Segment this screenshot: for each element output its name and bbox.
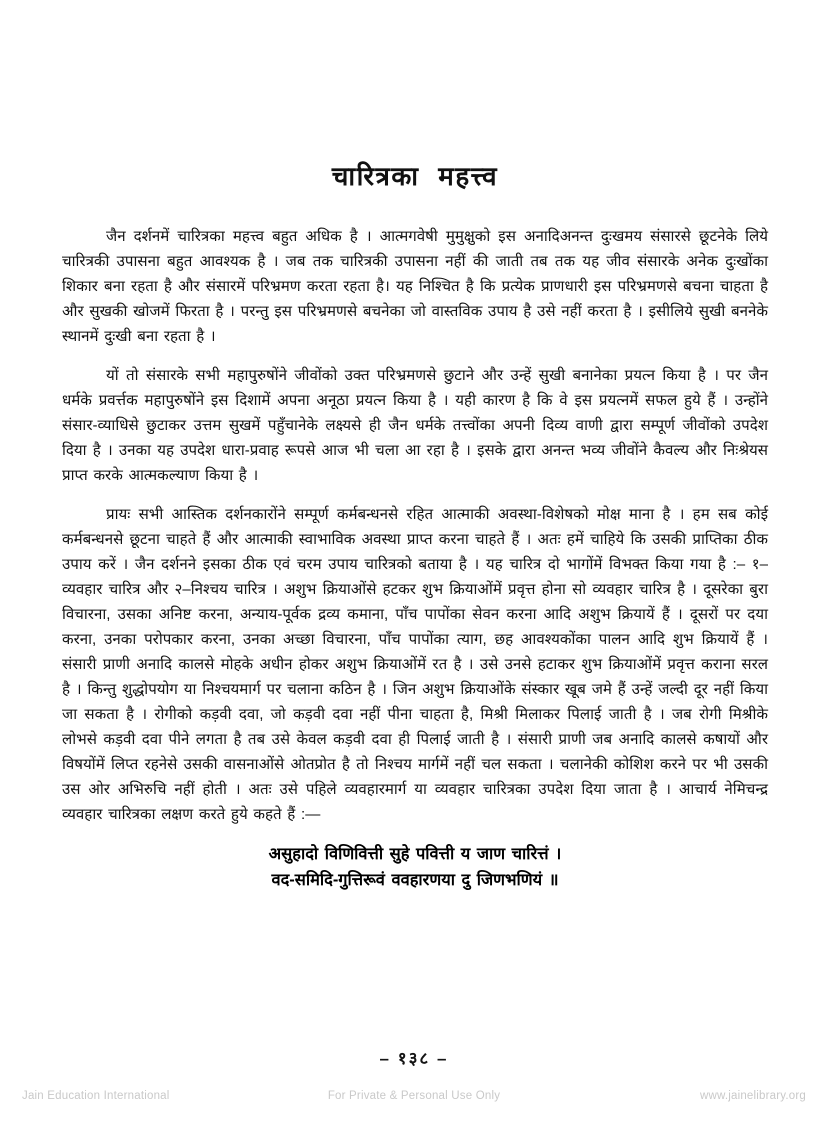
page-footer bbox=[0, 1090, 828, 1110]
body-paragraph-1: जैन दर्शनमें चारित्रका महत्त्व बहुत अधिक है । आत्मगवेषी मुमुक्षुको इस अनादिअनन्त दुःखमय संसारसे छूटनेके लिये चारित्रकी उपासना बहुत आवश्यक है । जब तक चारित्रकी उपासना नहीं की जाती तब तक यह जीव संसारके अनेक दुःखोंका शिकार बना रहता है और संसारमें परिभ्रमण करता रहता है। यह निश्चित है कि प्रत्येक प्राणधारी इस परिभ्रमणसे बचना चाहता है और सुखकी खोजमें फिरता है । परन्तु इस परिभ्रमणसे बचनेका जो वास्तविक उपाय है उसे नहीं करता है । इसीलिये सुखी बननेके स्थानमें दुःखी बना रहता है । bbox=[62, 227, 768, 345]
page-content bbox=[62, 160, 768, 893]
footer-usage-notice: For Private & Personal Use Only bbox=[327, 1090, 501, 1102]
body-paragraph-2: यों तो संसारके सभी महापुरुषोंने जीवोंको उक्त परिभ्रमणसे छुटाने और उन्हें सुखी बनानेका प्रयत्न किया है । पर जैन धर्मके प्रवर्त्तक महापुरुषोंने इस दिशामें अपना अनूठा प्रयत्न किया है । यही कारण है कि वे इस प्रयत्नमें सफल हुये हैं । उन्होंने संसार-व्याधिसे छुटाकर उत्तम सुखमें पहुँचानेके लक्ष्यसे ही जैन धर्मके तत्त्वोंका अपनी दिव्य वाणी द्वारा सम्पूर्ण जीवोंको उपदेश दिया है । उनका यह उपदेश धारा-प्रवाह रूपसे आज भी चला आ रहा है । इसके द्वारा अनन्त भव्य जीवोंने कैवल्य और निःश्रेयस प्राप्त करके आत्मकल्याण किया है । bbox=[62, 366, 768, 484]
verse-block bbox=[62, 841, 768, 893]
page-number: – १३८ – bbox=[379, 1049, 449, 1068]
body-paragraph-3: प्रायः सभी आस्तिक दर्शनकारोंने सम्पूर्ण कर्मबन्धनसे रहित आत्माकी अवस्था-विशेषको मोक्ष माना है । हम सब कोई कर्मबन्धनसे छूटना चाहते हैं और आत्माकी स्वाभाविक अवस्था प्राप्त करना चाहते हैं । अतः हमें चाहिये कि उसकी प्राप्तिका ठीक उपाय करें । जैन दर्शनने इसका ठीक एवं चरम उपाय चारित्रको बताया है । यह चारित्र दो भागोंमें विभक्त किया गया है :– १–व्यवहार चारित्र और २–निश्चय चारित्र । अशुभ क्रियाओंसे हटकर शुभ क्रियाओंमें प्रवृत्त होना सो व्यवहार चारित्र है । दूसरेका बुरा विचारना, उसका अनिष्ट करना, अन्याय-पूर्वक द्रव्य कमाना, पाँच पापोंका सेवन करना आदि अशुभ क्रियायें हैं । दूसरों पर दया करना, उनका परोपकार करना, उनका अच्छा विचारना, पाँच पापोंका त्याग, छह आवश्यकोंका पालन आदि शुभ क्रियायें हैं । संसारी प्राणी अनादि कालसे मोहके अधीन होकर अशुभ क्रियाओंमें रत है । उसे उनसे हटाकर शुभ क्रियाओंमें प्रवृत्त कराना सरल है । किन्तु शुद्धोपयोग या निश्चयमार्ग पर चलाना कठिन है । जिन अशुभ क्रियाओंके संस्कार खूब जमे हैं उन्हें जल्दी दूर नहीं किया जा सकता है । रोगीको कड़वी दवा, जो कड़वी दवा नहीं पीना चाहता है, मिश्री मिलाकर पिलाई जाती है । जब रोगी मिश्रीके लोभसे कड़वी दवा पीने लगता है तब उसे केवल कड़वी दवा ही पिलाई जाती है । संसारी प्राणी जब अनादि कालसे कषायों और विषयोंमें लिप्त रहनेसे उसकी वासनाओंसे ओतप्रोत है तो निश्चय मार्गमें नहीं चल सकता । चलानेकी कोशिश करने पर भी उसकी उस ओर अभिरुचि नहीं होती । अतः उसे पहिले व्यवहारमार्ग या व्यवहार चारित्रका उपदेश दिया जाता है । आचार्य नेमिचन्द्र व्यवहार चारित्रका लक्षण करते हुये कहते हैं :— bbox=[62, 505, 768, 823]
verse-line-2: वद-समिदि-गुत्तिरूवं ववहारणया दु जिणभणियं ॥ bbox=[271, 870, 559, 889]
verse-line-1: असुहादो विणिवित्ती सुहे पवित्ती य जाण चारित्तं । bbox=[268, 844, 562, 863]
page-title: चारित्रका महत्त्व bbox=[331, 161, 499, 191]
footer-publisher: Jain Education International bbox=[22, 1090, 170, 1102]
footer-website: www.jainelibrary.org bbox=[699, 1090, 806, 1102]
